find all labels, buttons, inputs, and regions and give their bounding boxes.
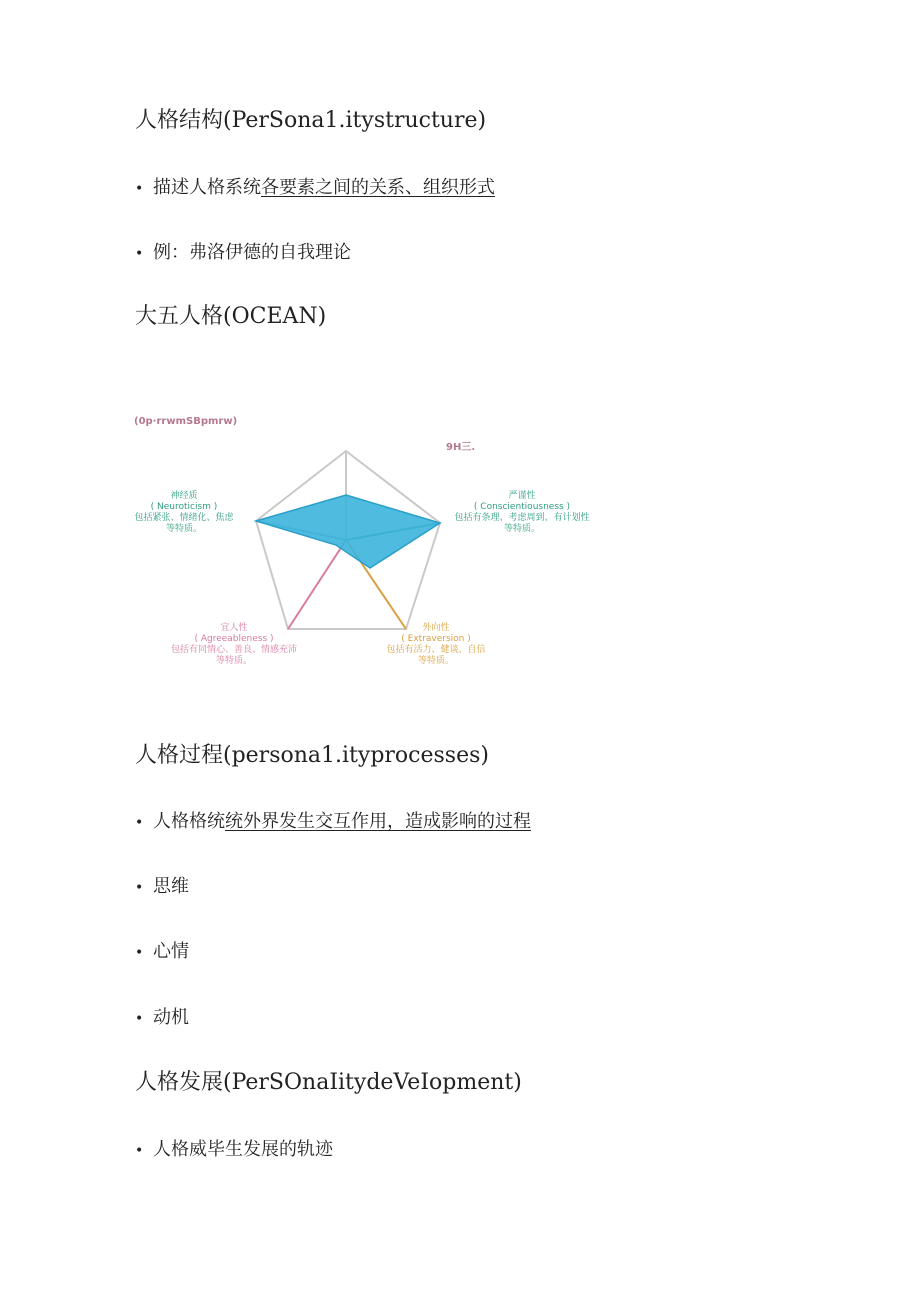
label-neuroticism-desc2: 等特质。 bbox=[165, 524, 203, 534]
label-conscientiousness-desc2: 等特质。 bbox=[503, 524, 541, 534]
list-item-structure-example bbox=[135, 241, 351, 266]
heading-personality-structure: 人格结构(PerSona1.itystructure) bbox=[135, 108, 487, 133]
label-extraversion-desc1: 包括有活力、健谈、自信 bbox=[386, 645, 486, 655]
list-item-thinking bbox=[135, 875, 189, 900]
label-conscientiousness-en: ( Conscientiousness ) bbox=[473, 502, 571, 512]
bullet-dot: • bbox=[135, 1143, 144, 1159]
label-extraversion bbox=[386, 621, 485, 666]
bullet-text-plain: 描述人格系统 bbox=[153, 177, 261, 198]
corner-label-right: 9H三. bbox=[446, 442, 476, 453]
label-agreeableness-desc1: 包括有同情心、善良、情感充沛 bbox=[170, 645, 298, 655]
bullet-dot: • bbox=[135, 880, 144, 896]
big-five-radar-figure bbox=[130, 405, 610, 675]
bullet-dot: • bbox=[135, 1011, 144, 1027]
label-neuroticism-desc1: 包括紧张、情绪化、焦虑 bbox=[134, 513, 234, 523]
list-item-motivation bbox=[135, 1006, 189, 1031]
heading-big-five: 大五人格(OCEAN) bbox=[135, 304, 327, 329]
list-item-mood bbox=[135, 940, 189, 965]
label-conscientiousness-title: 严谨性 bbox=[508, 491, 536, 501]
list-item-processes-description bbox=[135, 810, 531, 835]
bullet-dot: • bbox=[135, 815, 144, 831]
bullet-text: 人格威毕生发展的轨迹 bbox=[153, 1139, 333, 1160]
bullet-text-underlined: 统外界发生交互作用，造成影响的过程 bbox=[225, 811, 531, 832]
bullet-text-underlined: 各要素之间的关系、组织形式 bbox=[261, 177, 495, 198]
axis-agreeableness bbox=[288, 540, 346, 629]
corner-label-left: (0p·rrwmSBpmrw) bbox=[134, 416, 238, 427]
label-extraversion-en: ( Extraversion ) bbox=[401, 634, 471, 644]
bullet-dot: • bbox=[135, 945, 144, 961]
bullet-dot: • bbox=[135, 246, 144, 262]
label-agreeableness-desc2: 等特质。 bbox=[215, 656, 253, 666]
list-item-structure-description bbox=[135, 176, 495, 201]
bullet-text: 动机 bbox=[153, 1007, 189, 1028]
bullet-text-plain: 人格格统 bbox=[153, 811, 225, 832]
label-neuroticism-en: ( Neuroticism ) bbox=[150, 502, 218, 512]
label-neuroticism bbox=[134, 489, 234, 534]
label-agreeableness-en: ( Agreeableness ) bbox=[194, 634, 274, 644]
list-item-development-trajectory bbox=[135, 1138, 333, 1163]
radar-chart-svg bbox=[130, 405, 610, 675]
label-agreeableness bbox=[171, 621, 297, 666]
radar-data-area bbox=[256, 495, 440, 568]
bullet-text: 例：弗洛伊德的自我理论 bbox=[153, 242, 351, 263]
label-extraversion-desc2: 等特质。 bbox=[417, 656, 455, 666]
label-conscientiousness-desc1: 包括有条理、考虑周到、有计划性 bbox=[454, 513, 590, 523]
bullet-text: 思维 bbox=[153, 876, 189, 897]
bullet-dot: • bbox=[135, 181, 144, 197]
label-extraversion-title: 外向性 bbox=[422, 623, 450, 633]
label-neuroticism-title: 神经质 bbox=[170, 491, 198, 501]
bullet-text: 心情 bbox=[153, 941, 189, 962]
heading-personality-processes: 人格过程(persona1.ityprocesses) bbox=[135, 743, 489, 768]
label-conscientiousness bbox=[454, 489, 589, 534]
label-agreeableness-title: 宜人性 bbox=[220, 623, 248, 633]
heading-personality-development: 人格发展(PerSOnaIitydeVeIopment) bbox=[135, 1070, 522, 1095]
